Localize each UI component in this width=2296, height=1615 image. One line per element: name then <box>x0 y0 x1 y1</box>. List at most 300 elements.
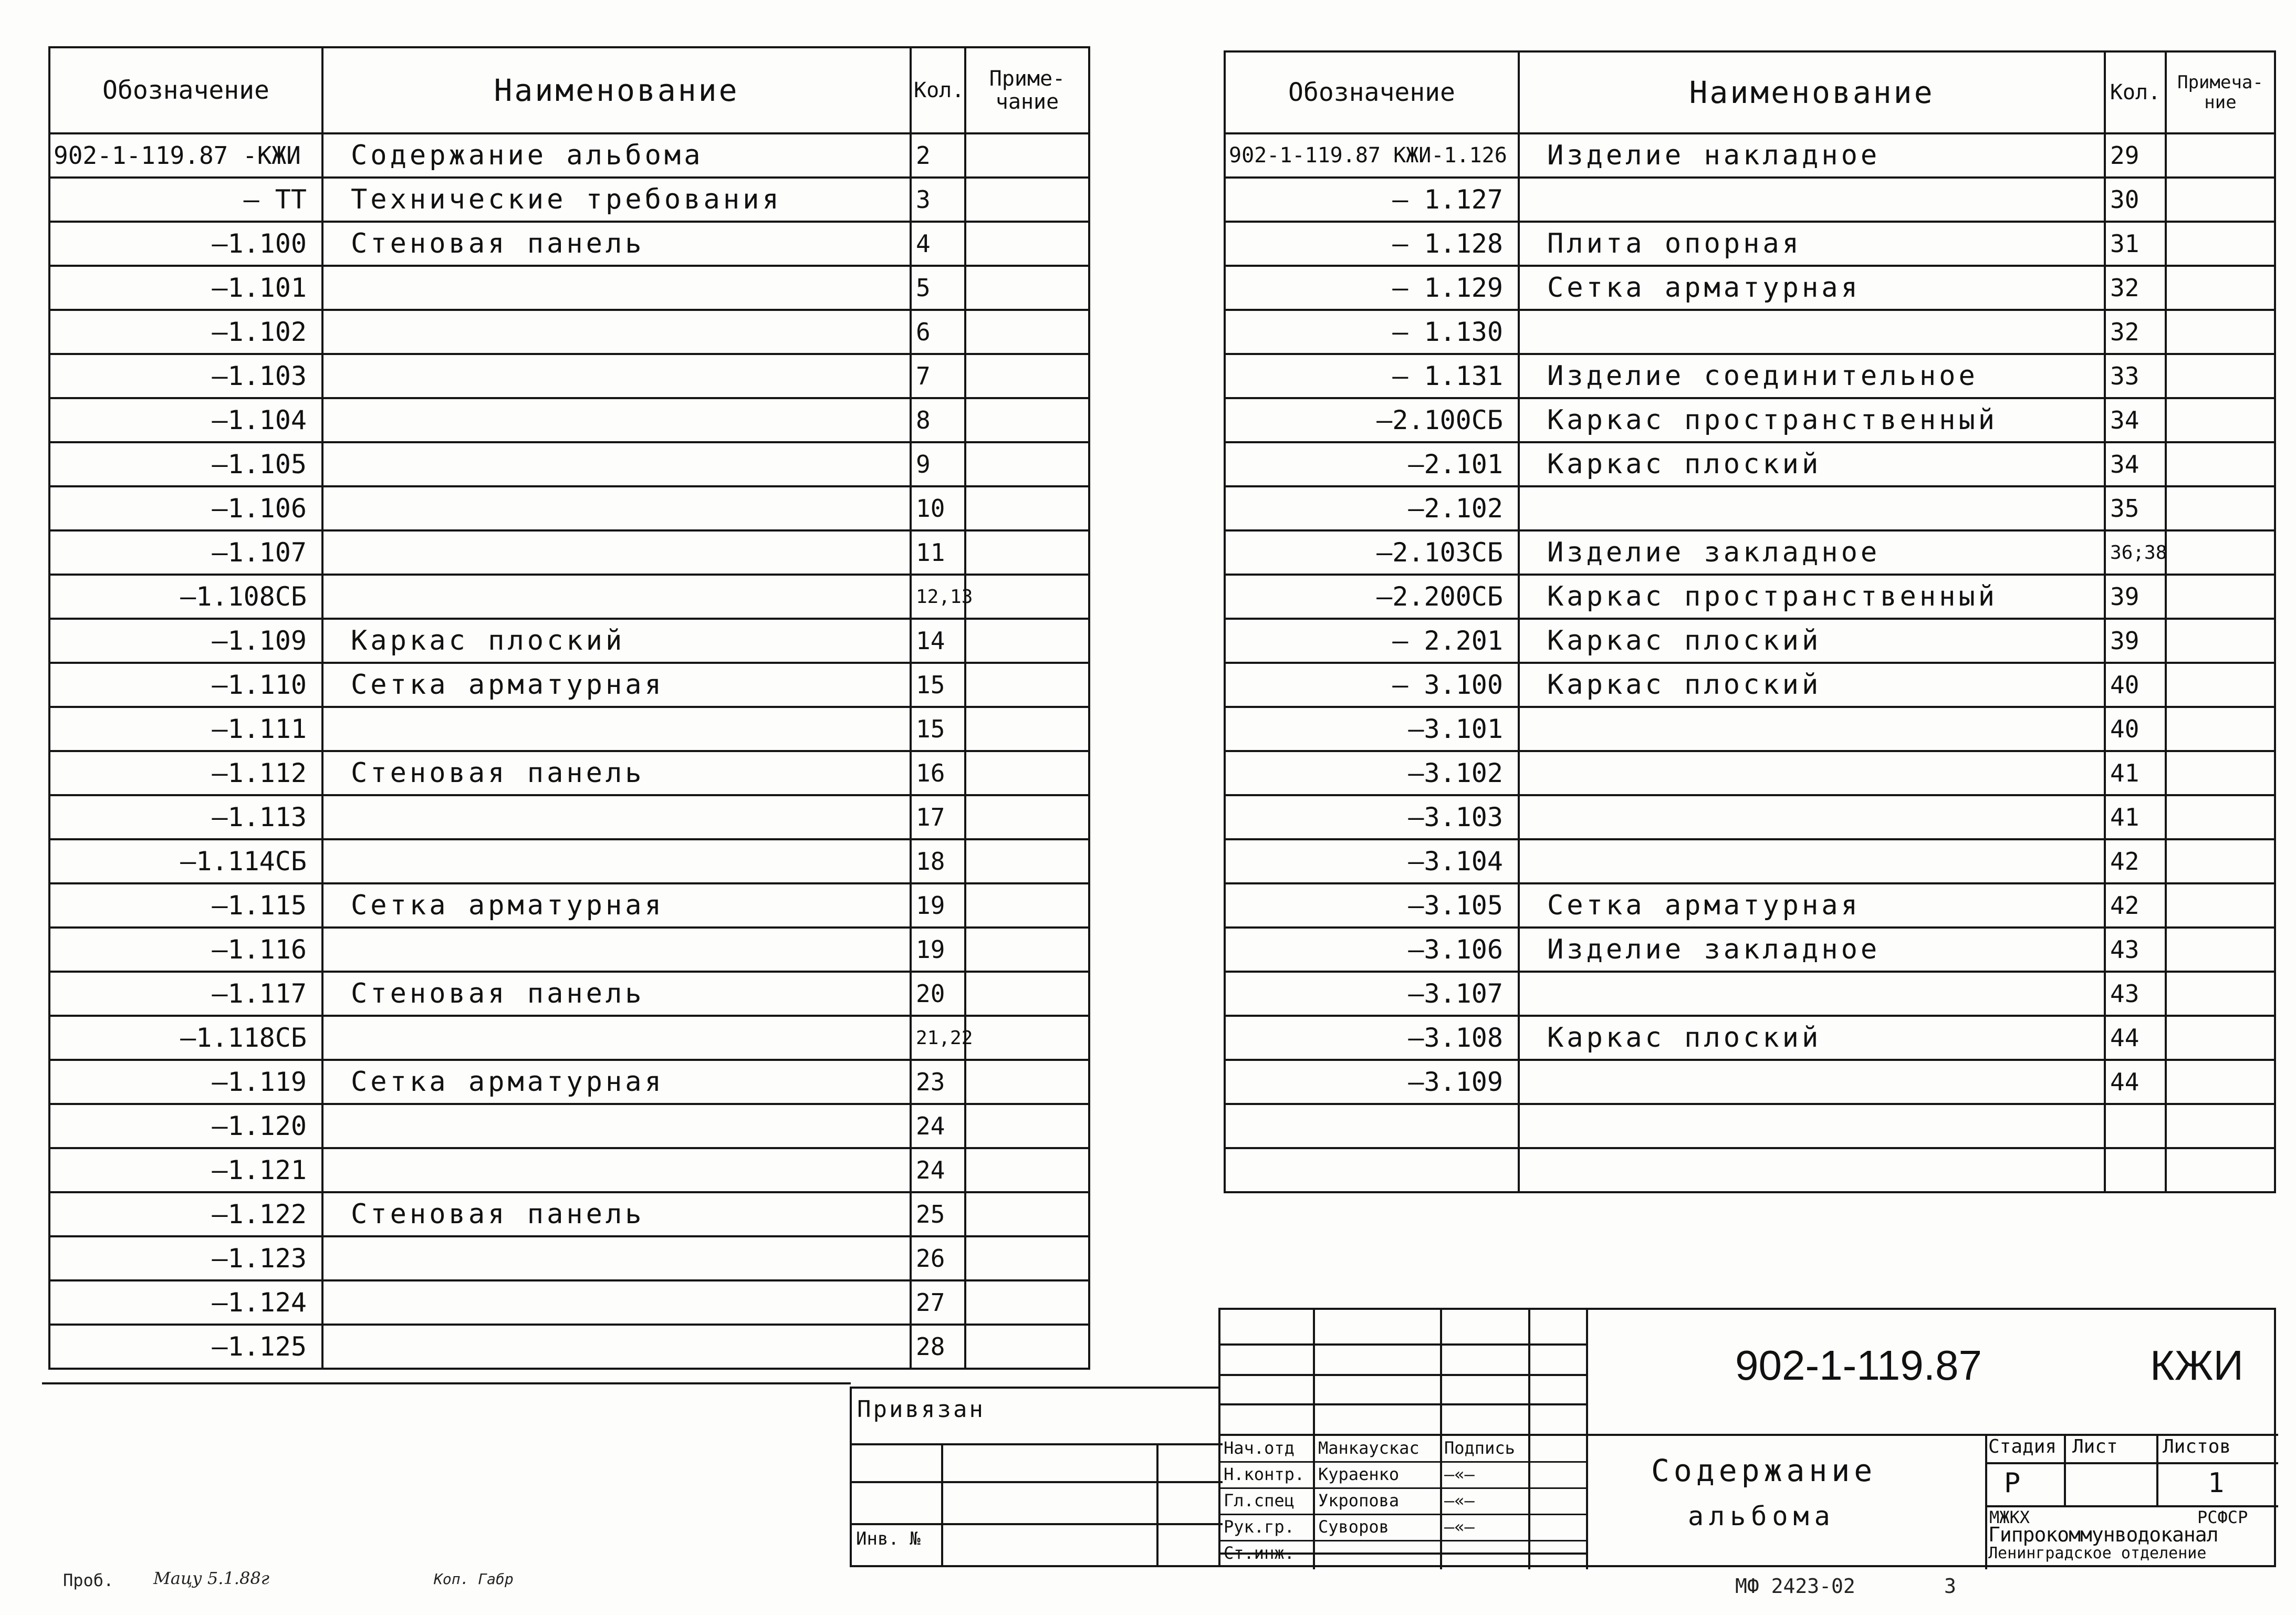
note-cell <box>2166 133 2275 178</box>
designation-cell: –3.105 <box>1225 883 1519 928</box>
sheet-cell: 41 <box>2105 751 2166 795</box>
sig-name: Укропова <box>1318 1491 1400 1510</box>
sheet-cell: 35 <box>2105 486 2166 530</box>
inv-no-label: Инв. № <box>856 1528 921 1549</box>
note-cell <box>2166 972 2275 1016</box>
designation-cell <box>1225 1104 1519 1148</box>
designation-cell: –1.114СБ <box>49 839 322 883</box>
designation-cell: –3.102 <box>1225 751 1519 795</box>
note-cell <box>965 1148 1089 1192</box>
sheet-cell: 2 <box>911 133 965 178</box>
note-cell <box>2166 928 2275 972</box>
sheet-cell: 19 <box>911 928 965 972</box>
name-cell <box>1519 1148 2105 1192</box>
sheet-cell: 20 <box>911 972 965 1016</box>
sheet-cell: 18 <box>911 839 965 883</box>
sheet-cell: 36;38 <box>2105 530 2166 575</box>
sig-role: Ст.инж. <box>1224 1543 1295 1563</box>
designation-cell: –1.124 <box>49 1280 322 1325</box>
name-cell <box>1519 972 2105 1016</box>
header-designation: Обозначение <box>1225 51 1519 133</box>
note-cell <box>2166 1016 2275 1060</box>
table-row <box>49 530 1089 575</box>
designation-cell: –1.121 <box>49 1148 322 1192</box>
table-row <box>49 442 1089 486</box>
name-cell <box>322 1280 911 1325</box>
header-designation: Обозначение <box>49 47 322 133</box>
copied-note: Коп. Габр <box>434 1570 514 1588</box>
name-cell <box>322 442 911 486</box>
note-cell <box>2166 575 2275 619</box>
name-cell <box>1519 839 2105 883</box>
designation-cell: –1.107 <box>49 530 322 575</box>
table-row <box>49 1280 1089 1325</box>
table-row <box>49 707 1089 751</box>
note-cell <box>965 486 1089 530</box>
note-cell <box>2166 707 2275 751</box>
name-cell <box>1519 707 2105 751</box>
designation-cell: –1.104 <box>49 398 322 442</box>
note-cell <box>965 663 1089 707</box>
table-row <box>49 354 1089 398</box>
sheets-value: 1 <box>2208 1467 2225 1499</box>
sheet-cell: 24 <box>911 1148 965 1192</box>
table-row <box>1225 928 2275 972</box>
table-row <box>1225 707 2275 751</box>
table-row <box>49 972 1089 1016</box>
note-cell <box>2166 354 2275 398</box>
designation-cell: – 2.201 <box>1225 619 1519 663</box>
table-row <box>1225 839 2275 883</box>
table-row <box>1225 398 2275 442</box>
note-cell <box>965 795 1089 839</box>
designation-cell: –3.108 <box>1225 1016 1519 1060</box>
table-row <box>1225 1016 2275 1060</box>
note-cell <box>2166 663 2275 707</box>
checked-label: Проб. <box>63 1570 114 1590</box>
designation-cell: –1.119 <box>49 1060 322 1104</box>
title-block <box>1218 1308 2276 1567</box>
note-cell <box>965 1192 1089 1236</box>
note-cell <box>965 883 1089 928</box>
designation-cell <box>1225 1148 1519 1192</box>
sheet-cell: 9 <box>911 442 965 486</box>
table-row <box>49 1192 1089 1236</box>
name-cell <box>322 928 911 972</box>
name-cell <box>1519 1104 2105 1148</box>
designation-cell: – 1.128 <box>1225 222 1519 266</box>
sheet-cell: 12,13 <box>911 575 965 619</box>
header-sheet: Кол. <box>2105 51 2166 133</box>
sheet-cell: 14 <box>911 619 965 663</box>
table-row <box>1225 530 2275 575</box>
designation-cell: –2.103СБ <box>1225 530 1519 575</box>
designation-cell: – 3.100 <box>1225 663 1519 707</box>
sheet-cell: 4 <box>911 222 965 266</box>
table-row <box>1225 178 2275 222</box>
name-cell: Стеновая панель <box>322 972 911 1016</box>
note-cell <box>965 178 1089 222</box>
note-cell <box>965 1104 1089 1148</box>
table-header-row <box>1225 51 2275 133</box>
note-cell <box>965 751 1089 795</box>
sheet-cell: 39 <box>2105 619 2166 663</box>
sheet-cell: 42 <box>2105 883 2166 928</box>
header-sheet: Кол. <box>911 47 965 133</box>
name-cell: Содержание альбома <box>322 133 911 178</box>
note-cell <box>2166 530 2275 575</box>
name-cell: Стеновая панель <box>322 222 911 266</box>
note-cell <box>965 1016 1089 1060</box>
name-cell: Изделие закладное <box>1519 530 2105 575</box>
name-cell <box>1519 751 2105 795</box>
sheet-cell: 7 <box>911 354 965 398</box>
designation-cell: –1.115 <box>49 883 322 928</box>
sheet-cell: 25 <box>911 1192 965 1236</box>
designation-cell: –1.105 <box>49 442 322 486</box>
note-cell <box>965 619 1089 663</box>
designation-cell: 902-1-119.87 КЖИ-1.126 <box>1225 133 1519 178</box>
name-cell: Стеновая панель <box>322 751 911 795</box>
note-cell <box>2166 178 2275 222</box>
note-cell <box>2166 222 2275 266</box>
stage-label: Стадия <box>1988 1436 2057 1457</box>
note-cell <box>2166 883 2275 928</box>
note-cell <box>965 354 1089 398</box>
table-row <box>1225 619 2275 663</box>
sheet-cell: 15 <box>911 663 965 707</box>
frame-line <box>42 1382 851 1384</box>
name-cell <box>322 398 911 442</box>
name-cell: Плита опорная <box>1519 222 2105 266</box>
note-cell <box>965 707 1089 751</box>
sig-role: Рук.гр. <box>1224 1517 1295 1537</box>
sig-sign: –«– <box>1444 1517 1475 1537</box>
sheet-cell: 26 <box>911 1236 965 1280</box>
privyazan-block <box>850 1387 1220 1567</box>
table-row <box>49 266 1089 310</box>
name-cell <box>322 1148 911 1192</box>
sheet-cell: 5 <box>911 266 965 310</box>
sheet-title-line2: альбома <box>1688 1501 1835 1531</box>
sheet-cell: 23 <box>911 1060 965 1104</box>
designation-cell: –1.123 <box>49 1236 322 1280</box>
name-cell: Каркас плоский <box>1519 663 2105 707</box>
table-row <box>1225 1060 2275 1104</box>
sheet-cell: 19 <box>911 883 965 928</box>
note-cell <box>965 398 1089 442</box>
name-cell: Каркас плоский <box>1519 1016 2105 1060</box>
name-cell <box>322 310 911 354</box>
archive-sheet: 3 <box>1944 1575 1956 1598</box>
name-cell <box>322 530 911 575</box>
table-row <box>1225 486 2275 530</box>
sheet-cell: 28 <box>911 1325 965 1369</box>
note-cell <box>965 222 1089 266</box>
header-note: Примеча- ние <box>2166 51 2275 133</box>
table-row <box>1225 751 2275 795</box>
name-cell <box>322 1104 911 1148</box>
name-cell <box>322 1016 911 1060</box>
table-row <box>49 398 1089 442</box>
note-cell <box>2166 1148 2275 1192</box>
designation-cell: –1.102 <box>49 310 322 354</box>
name-cell <box>322 266 911 310</box>
table-row <box>49 883 1089 928</box>
table-row <box>49 619 1089 663</box>
designation-cell: –1.112 <box>49 751 322 795</box>
note-cell <box>2166 751 2275 795</box>
table-row <box>49 1104 1089 1148</box>
name-cell <box>1519 486 2105 530</box>
sheet-cell: 6 <box>911 310 965 354</box>
designation-cell: –1.125 <box>49 1325 322 1369</box>
name-cell <box>1519 310 2105 354</box>
archive-code: МФ 2423-02 <box>1735 1575 1855 1598</box>
sheet-cell: 41 <box>2105 795 2166 839</box>
sig-role: Гл.спец <box>1224 1491 1295 1510</box>
sheet-cell: 34 <box>2105 398 2166 442</box>
table-row <box>49 1236 1089 1280</box>
sig-name: Суворов <box>1318 1517 1389 1537</box>
table-row <box>1225 972 2275 1016</box>
name-cell <box>322 486 911 530</box>
sheet-cell: 24 <box>911 1104 965 1148</box>
org-branch: Ленинградское отделение <box>1988 1544 2207 1562</box>
table-row <box>49 839 1089 883</box>
name-cell: Каркас пространственный <box>1519 575 2105 619</box>
sheet-cell: 3 <box>911 178 965 222</box>
note-cell <box>2166 619 2275 663</box>
sheet-cell: 33 <box>2105 354 2166 398</box>
sig-role: Нач.отд <box>1224 1438 1295 1458</box>
sheet-cell: 32 <box>2105 266 2166 310</box>
designation-cell: –1.118СБ <box>49 1016 322 1060</box>
sig-sign: –«– <box>1444 1491 1475 1510</box>
name-cell: Изделие накладное <box>1519 133 2105 178</box>
table-row <box>1225 795 2275 839</box>
note-cell <box>2166 310 2275 354</box>
note-cell <box>2166 266 2275 310</box>
designation-cell: –1.116 <box>49 928 322 972</box>
sheet-cell: 11 <box>911 530 965 575</box>
name-cell: Каркас пространственный <box>1519 398 2105 442</box>
note-cell <box>965 972 1089 1016</box>
contents-table-right <box>1224 50 2276 1193</box>
designation-cell: –2.200СБ <box>1225 575 1519 619</box>
sheet-cell <box>2105 1104 2166 1148</box>
org-ref: РСФСР <box>2197 1507 2248 1527</box>
name-cell <box>1519 178 2105 222</box>
sheet-cell: 43 <box>2105 972 2166 1016</box>
org-ministry: МЖКХ <box>1989 1507 2030 1527</box>
note-cell <box>965 928 1089 972</box>
sig-sign: –«– <box>1444 1464 1475 1484</box>
table-row <box>1225 133 2275 178</box>
note-cell <box>2166 839 2275 883</box>
designation-cell: –3.104 <box>1225 839 1519 883</box>
table-row <box>1225 442 2275 486</box>
name-cell <box>1519 1060 2105 1104</box>
sheet-cell: 30 <box>2105 178 2166 222</box>
sig-sign: Подпись <box>1444 1438 1515 1458</box>
note-cell <box>2166 795 2275 839</box>
name-cell <box>322 354 911 398</box>
table-row <box>1225 354 2275 398</box>
sheet-cell: 15 <box>911 707 965 751</box>
designation-cell: –1.122 <box>49 1192 322 1236</box>
org-name: Гипрокоммунводоканал <box>1988 1523 2218 1546</box>
table-row <box>49 1016 1089 1060</box>
designation-cell: –1.120 <box>49 1104 322 1148</box>
designation-cell: –1.100 <box>49 222 322 266</box>
note-cell <box>965 575 1089 619</box>
note-cell <box>965 310 1089 354</box>
designation-cell: – ТТ <box>49 178 322 222</box>
designation-cell: –3.107 <box>1225 972 1519 1016</box>
table-row <box>49 310 1089 354</box>
note-cell <box>965 1280 1089 1325</box>
table-row <box>1225 1104 2275 1148</box>
note-cell <box>965 530 1089 575</box>
designation-cell: 902-1-119.87 -КЖИ <box>49 133 322 178</box>
designation-cell: – 1.130 <box>1225 310 1519 354</box>
table-row <box>1225 883 2275 928</box>
table-row <box>49 795 1089 839</box>
designation-cell: –1.108СБ <box>49 575 322 619</box>
stage-value: Р <box>2004 1467 2021 1499</box>
designation-cell: –1.117 <box>49 972 322 1016</box>
name-cell: Сетка арматурная <box>322 883 911 928</box>
note-cell <box>2166 486 2275 530</box>
designation-cell: –3.103 <box>1225 795 1519 839</box>
note-cell <box>965 133 1089 178</box>
sheet-cell: 10 <box>911 486 965 530</box>
name-cell: Каркас плоский <box>1519 619 2105 663</box>
designation-cell: –3.106 <box>1225 928 1519 972</box>
table-row <box>1225 663 2275 707</box>
designation-cell: –1.109 <box>49 619 322 663</box>
name-cell: Изделие закладное <box>1519 928 2105 972</box>
sheet-cell: 21,22 <box>911 1016 965 1060</box>
sheet-cell: 39 <box>2105 575 2166 619</box>
name-cell: Изделие соединительное <box>1519 354 2105 398</box>
name-cell: Каркас плоский <box>322 619 911 663</box>
name-cell <box>1519 795 2105 839</box>
name-cell <box>322 707 911 751</box>
table-row <box>49 222 1089 266</box>
name-cell: Сетка арматурная <box>322 663 911 707</box>
designation-cell: – 1.127 <box>1225 178 1519 222</box>
table-row <box>1225 575 2275 619</box>
table-header-row <box>49 47 1089 133</box>
designation-cell: –2.101 <box>1225 442 1519 486</box>
sig-name: Кураенко <box>1318 1464 1400 1484</box>
note-cell <box>965 839 1089 883</box>
sheet-cell: 44 <box>2105 1060 2166 1104</box>
designation-cell: –1.101 <box>49 266 322 310</box>
sheet-cell: 42 <box>2105 839 2166 883</box>
designation-cell: –2.102 <box>1225 486 1519 530</box>
name-cell <box>322 1325 911 1369</box>
name-cell: Сетка арматурная <box>1519 266 2105 310</box>
note-cell <box>2166 1060 2275 1104</box>
designation-cell: –3.101 <box>1225 707 1519 751</box>
name-cell: Каркас плоский <box>1519 442 2105 486</box>
document-mark: КЖИ <box>2150 1342 2243 1389</box>
name-cell: Сетка арматурная <box>1519 883 2105 928</box>
note-cell <box>965 266 1089 310</box>
sheet-label: Лист <box>2072 1436 2118 1457</box>
table-row <box>49 663 1089 707</box>
sheet-cell <box>2105 1148 2166 1192</box>
note-cell <box>965 1236 1089 1280</box>
designation-cell: –1.106 <box>49 486 322 530</box>
sheet-cell: 29 <box>2105 133 2166 178</box>
sheet-cell: 32 <box>2105 310 2166 354</box>
note-cell <box>2166 398 2275 442</box>
designation-cell: –1.113 <box>49 795 322 839</box>
table-row <box>49 575 1089 619</box>
name-cell: Технические требования <box>322 178 911 222</box>
sheet-cell: 40 <box>2105 707 2166 751</box>
header-name: Наименование <box>322 47 911 133</box>
sheet-cell: 31 <box>2105 222 2166 266</box>
note-cell <box>2166 1104 2275 1148</box>
sheet-cell: 8 <box>911 398 965 442</box>
designation-cell: –3.109 <box>1225 1060 1519 1104</box>
table-row <box>49 178 1089 222</box>
sheet-title-line1: Содержание <box>1651 1453 1877 1488</box>
sig-name: Манкаускас <box>1318 1438 1420 1458</box>
designation-cell: –1.110 <box>49 663 322 707</box>
privyazan-label: Привязан <box>857 1396 985 1423</box>
table-row <box>1225 222 2275 266</box>
table-row <box>1225 1148 2275 1192</box>
document-code: 902-1-119.87 <box>1735 1342 1982 1389</box>
header-note: Приме- чание <box>965 47 1089 133</box>
table-row <box>49 1060 1089 1104</box>
table-row <box>49 928 1089 972</box>
name-cell <box>322 839 911 883</box>
sheet-cell: 43 <box>2105 928 2166 972</box>
contents-table-left <box>48 46 1090 1370</box>
table-row <box>49 486 1089 530</box>
designation-cell: – 1.131 <box>1225 354 1519 398</box>
table-row <box>1225 310 2275 354</box>
note-cell <box>965 442 1089 486</box>
sheet-cell: 27 <box>911 1280 965 1325</box>
sheet-cell: 16 <box>911 751 965 795</box>
table-row <box>49 751 1089 795</box>
designation-cell: –1.111 <box>49 707 322 751</box>
header-name: Наименование <box>1519 51 2105 133</box>
name-cell <box>322 1236 911 1280</box>
designation-cell: –1.103 <box>49 354 322 398</box>
sheet-cell: 17 <box>911 795 965 839</box>
sheet-cell: 40 <box>2105 663 2166 707</box>
designation-cell: – 1.129 <box>1225 266 1519 310</box>
table-row <box>49 1148 1089 1192</box>
name-cell <box>322 575 911 619</box>
note-cell <box>2166 442 2275 486</box>
checked-signature: Мацу 5.1.88г <box>153 1568 269 1588</box>
table-row <box>1225 266 2275 310</box>
sheet-cell: 44 <box>2105 1016 2166 1060</box>
sig-role: Н.контр. <box>1224 1464 1305 1484</box>
name-cell <box>322 795 911 839</box>
note-cell <box>965 1060 1089 1104</box>
